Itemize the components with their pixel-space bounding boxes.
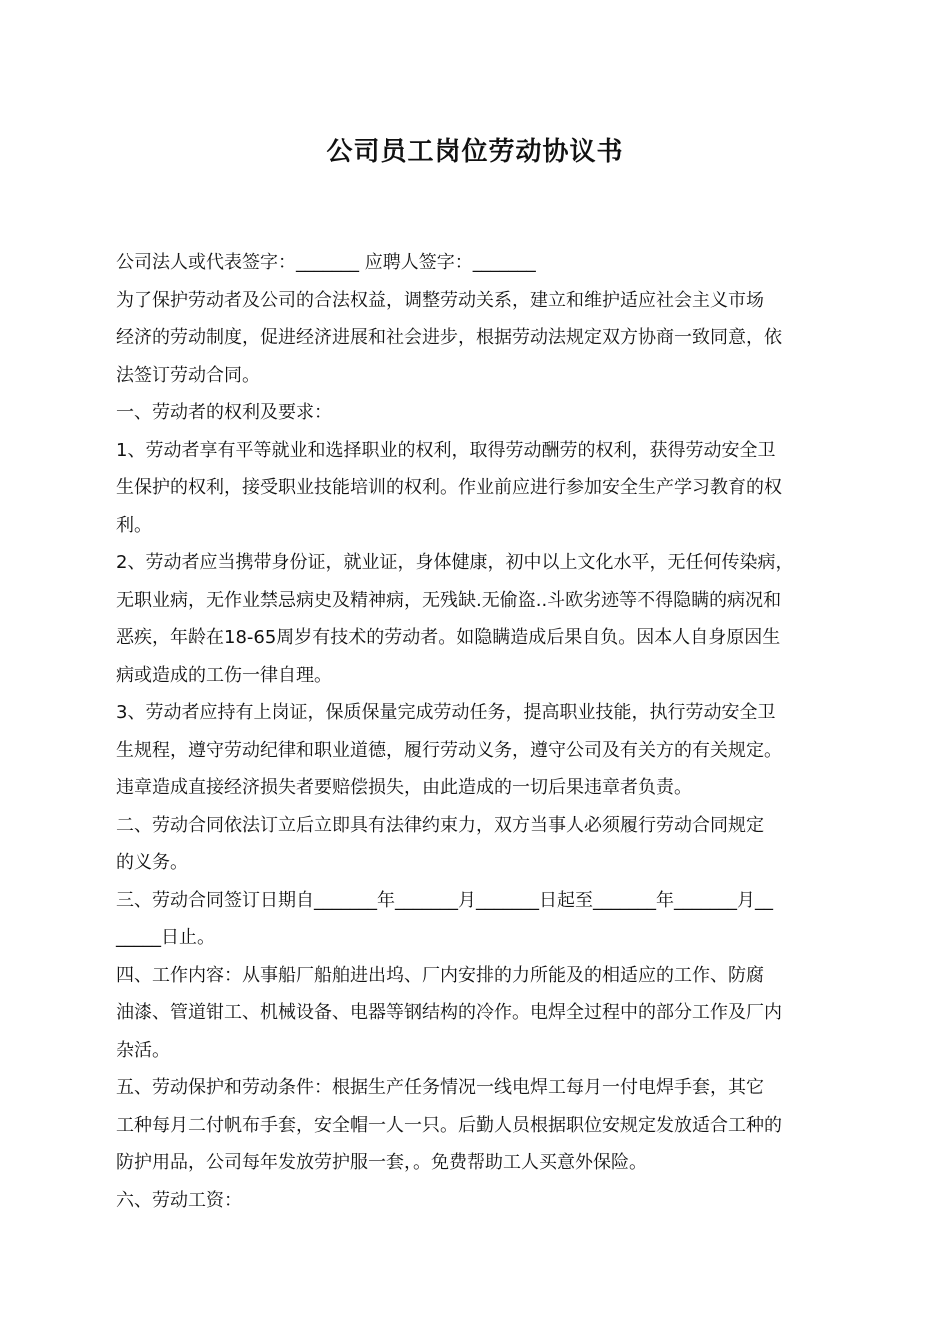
section-heading: 一、劳动者的权利及要求：	[116, 402, 332, 423]
text-line: 3、劳动者应持有上岗证，保质保量完成劳动任务，提高职业技能，执行劳动安全卫	[116, 702, 776, 723]
text-line: 油漆、管道钳工、机械设备、电器等钢结构的冷作。电焊全过程中的部分工作及厂内	[116, 1002, 782, 1023]
text-line: 利。	[116, 514, 152, 536]
text-line: 法签订劳动合同。	[116, 364, 260, 386]
text-line: 为了保护劳动者及公司的合法权益，调整劳动关系，建立和维护适应社会主义市场	[116, 289, 764, 311]
document-body	[116, 244, 844, 1219]
text-line: 1、劳动者享有平等就业和选择职业的权利，取得劳动酬劳的权利，获得劳动安全卫	[116, 439, 776, 461]
text-line: 生保护的权利，接受职业技能培训的权利。作业前应进行参加安全生产学习教育的权	[116, 477, 782, 498]
text-line: 经济的劳动制度，促进经济进展和社会进步，根据劳动法规定双方协商一致同意，依	[116, 327, 782, 348]
text-line: _____日止。	[116, 927, 215, 948]
section-heading: 五、劳动保护和劳动条件：根据生产任务情况一线电焊工每月一付电焊手套，其它	[116, 1077, 764, 1098]
text-line: 2、劳动者应当携带身份证，就业证，身体健康，初中以上文化水平，无任何传染病，	[116, 552, 794, 573]
text-line: 防护用品，公司每年发放劳护服一套，。免费帮助工人买意外保险。	[116, 1152, 647, 1173]
section-heading: 二、劳动合同依法订立后立即具有法律约束力，双方当事人必须履行劳动合同规定	[116, 814, 764, 836]
text-line: 恶疾，年龄在18-65周岁有技术的劳动者。如隐瞒造成后果自负。因本人自身原因生	[116, 627, 781, 648]
text-line: 无职业病，无作业禁忌病史及精神病，无残缺.无偷盗..斗欧劣迹等不得隐瞒的病况和	[116, 589, 782, 611]
text-line: 的义务。	[116, 852, 188, 873]
signature-line: 公司法人或代表签字：_______ 应聘人签字：_______	[116, 252, 536, 273]
document-title: 公司员工岗位劳动协议书	[326, 137, 624, 167]
text-line: 病或造成的工伤一律自理。	[116, 664, 332, 686]
section-heading: 四、工作内容：从事船厂船舶进出坞、厂内安排的力所能及的相适应的工作、防腐	[116, 964, 764, 986]
text-line: 违章造成直接经济损失者要赔偿损失，由此造成的一切后果违章者负责。	[116, 777, 692, 798]
section-heading: 三、劳动合同签订日期自_______年_______月_______日起至_______年_______月__	[116, 889, 773, 911]
text-line: 杂活。	[116, 1039, 170, 1061]
text-line: 生规程，遵守劳动纪律和职业道德，履行劳动义务，遵守公司及有关方的有关规定。	[116, 739, 782, 761]
section-heading: 六、劳动工资：	[116, 1189, 242, 1211]
text-line: 工种每月二付帆布手套，安全帽一人一只。后勤人员根据职位安规定发放适合工种的	[116, 1114, 782, 1136]
